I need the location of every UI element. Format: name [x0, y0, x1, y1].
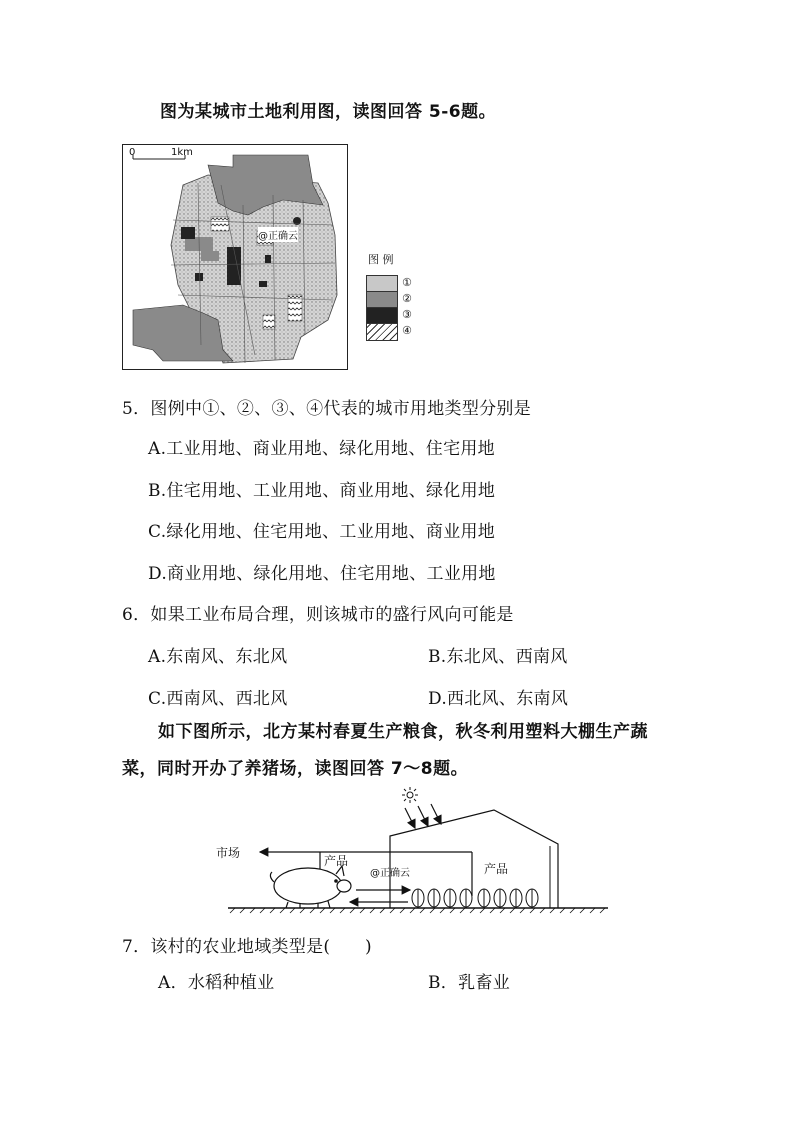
- pig-icon: [270, 866, 351, 908]
- q6-option-a: A.东南风、东北风: [148, 647, 288, 667]
- farm-diagram: [210, 784, 620, 919]
- map-drawing: [123, 145, 347, 369]
- legend-swatch-4: [366, 323, 398, 341]
- sun-icon: [402, 787, 418, 803]
- legend-label-3: ③: [402, 308, 412, 321]
- farm-label-product-1: 产品: [324, 854, 349, 868]
- q5-option-a: A.工业用地、商业用地、绿化用地、住宅用地: [148, 439, 495, 459]
- scale-zero: 0: [129, 147, 136, 158]
- legend-title: 图 例: [368, 253, 394, 266]
- q7-stem: 7．该村的农业地域类型是( ): [122, 937, 372, 957]
- intro-text-1: 图为某城市土地利用图，读图回答 5-6题。: [160, 102, 497, 122]
- legend-label-2: ②: [402, 292, 412, 305]
- intro-text-2-line2: 菜，同时开办了养猪场，读图回答 7～8题。: [122, 759, 469, 779]
- q6-stem: 6．如果工业布局合理，则该城市的盛行风向可能是: [122, 605, 514, 625]
- commercial-core: [227, 247, 241, 285]
- city-land-use-map: [122, 144, 348, 370]
- legend-label-1: ①: [402, 276, 412, 289]
- q5-option-c: C.绿化用地、住宅用地、工业用地、商业用地: [148, 522, 496, 542]
- q6-option-b: B.东北风、西南风: [428, 647, 568, 667]
- q6-option-d: D.西北风、东南风: [428, 689, 569, 709]
- q7-option-a: A．水稻种植业: [158, 973, 275, 993]
- legend-label-4: ④: [402, 324, 412, 337]
- map-watermark: @正确云: [258, 227, 298, 242]
- map-legend: [366, 275, 426, 347]
- vegetable-row: [412, 889, 538, 908]
- farm-label-product-2: 产品: [484, 862, 509, 876]
- scale-km: 1km: [171, 147, 193, 158]
- farm-watermark: @正确云: [370, 868, 410, 879]
- q6-option-c: C.西南风、西北风: [148, 689, 288, 709]
- intro-text-2-line1: 如下图所示，北方某村春夏生产粮食，秋冬利用塑料大棚生产蔬: [158, 722, 648, 742]
- q5-option-b: B.住宅用地、工业用地、商业用地、绿化用地: [148, 481, 496, 501]
- green-area: [211, 217, 229, 231]
- farm-drawing: [210, 784, 620, 919]
- q5-option-d: D.商业用地、绿化用地、住宅用地、工业用地: [148, 564, 496, 584]
- q7-option-b: B．乳畜业: [428, 973, 510, 993]
- farm-label-market: 市场: [216, 846, 241, 860]
- q5-stem: 5．图例中①、②、③、④代表的城市用地类型分别是: [122, 399, 532, 419]
